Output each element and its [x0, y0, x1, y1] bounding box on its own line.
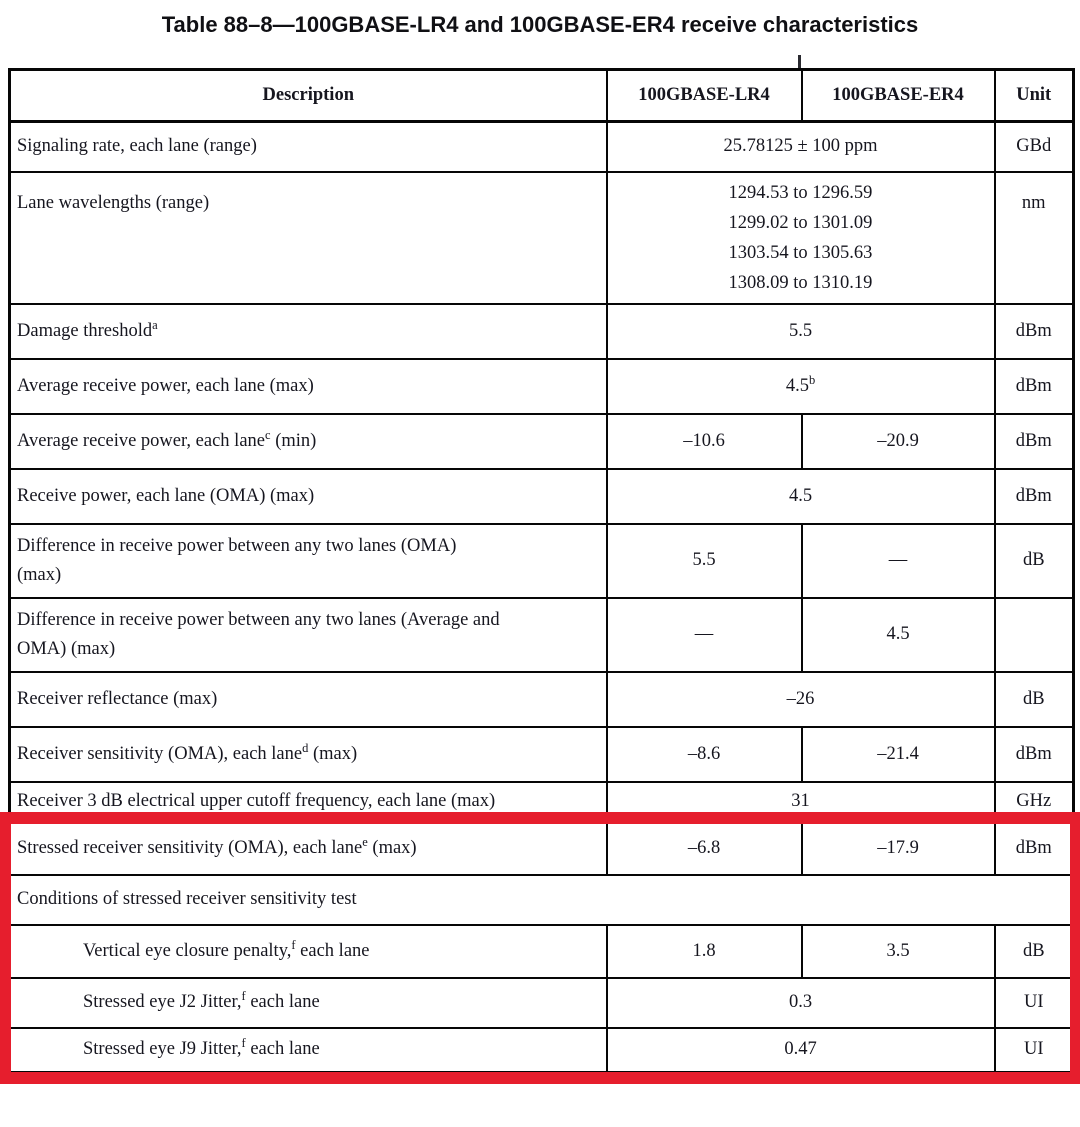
cell-unit: dB — [995, 672, 1074, 727]
cell-lr4-value: 1.8 — [607, 925, 802, 978]
row-receiver-reflectance — [10, 672, 1074, 727]
cell-lr4-value: 5.5 — [607, 524, 802, 598]
cell-span-value: –26 — [607, 672, 995, 727]
header-er4: 100GBASE-ER4 — [802, 70, 995, 122]
row-signaling-rate — [10, 122, 1074, 172]
cell-er4-value: –17.9 — [802, 822, 995, 875]
row-receiver-cutoff-frequency — [10, 782, 1074, 822]
cell-er4-value: 4.5 — [802, 598, 995, 672]
cell-description: Signaling rate, each lane (range) — [10, 122, 607, 172]
row-receive-power-oma — [10, 469, 1074, 524]
cell-unit: dB — [995, 524, 1074, 598]
cell-unit: GHz — [995, 782, 1074, 822]
row-diff-receive-power-avg-oma — [10, 598, 1074, 672]
cell-description: Damage threshold$^a$ — [10, 304, 607, 359]
characteristics-table — [8, 68, 1075, 1074]
cell-description: Lane wavelengths (range) — [10, 172, 607, 304]
cell-lr4-value: — — [607, 598, 802, 672]
cell-er4-value: –21.4 — [802, 727, 995, 782]
cell-span-value — [607, 172, 995, 304]
cell-lr4-value: –10.6 — [607, 414, 802, 469]
wavelength-range-4: 1308.09 to 1310.19 — [728, 272, 873, 293]
cell-span-value: 5.5 — [607, 304, 995, 359]
table-body — [10, 122, 1074, 1073]
cell-description: Stressed receiver sensitivity (OMA), each lane$^e$ (max) — [10, 822, 607, 875]
cell-span-value: 25.78125 ± 100 ppm — [607, 122, 995, 172]
table-header — [10, 70, 1074, 122]
cell-er4-value: — — [802, 524, 995, 598]
cell-unit: dBm — [995, 304, 1074, 359]
cell-unit: nm — [995, 172, 1074, 304]
cell-description: Stressed eye J9 Jitter,$^f$ each lane — [10, 1028, 607, 1073]
row-stressed-receiver-sensitivity — [10, 822, 1074, 875]
cell-unit: UI — [995, 1028, 1074, 1073]
header-description: Description — [10, 70, 607, 122]
cell-description: Receiver reflectance (max) — [10, 672, 607, 727]
cell-description: Receiver 3 dB electrical upper cutoff frequency, each lane (max) — [10, 782, 607, 822]
row-stressed-eye-j2 — [10, 978, 1074, 1028]
row-receiver-sensitivity — [10, 727, 1074, 782]
wavelength-range-3: 1303.54 to 1305.63 — [728, 242, 873, 263]
row-avg-receive-power-max — [10, 359, 1074, 414]
row-diff-receive-power-oma — [10, 524, 1074, 598]
wavelength-range-1: 1294.53 to 1296.59 — [728, 182, 873, 203]
header-lr4: 100GBASE-LR4 — [607, 70, 802, 122]
cell-unit: dB — [995, 925, 1074, 978]
cell-conditions: Conditions of stressed receiver sensitivity test — [10, 875, 1074, 925]
cell-span-value: 0.3 — [607, 978, 995, 1028]
scan-artifact-tick — [798, 55, 801, 69]
cell-er4-value: 3.5 — [802, 925, 995, 978]
cell-unit: UI — [995, 978, 1074, 1028]
cell-span-value: 4.5$^b$ — [607, 359, 995, 414]
cell-unit: dBm — [995, 727, 1074, 782]
cell-lr4-value: –8.6 — [607, 727, 802, 782]
cell-unit-empty — [995, 598, 1074, 672]
cell-lr4-value: –6.8 — [607, 822, 802, 875]
header-row — [10, 70, 1074, 122]
cell-unit: dBm — [995, 414, 1074, 469]
row-conditions-header — [10, 875, 1074, 925]
cell-unit: dBm — [995, 469, 1074, 524]
cell-description: Receive power, each lane (OMA) (max) — [10, 469, 607, 524]
cell-description: Vertical eye closure penalty,$^f$ each lane — [10, 925, 607, 978]
wavelength-range-2: 1299.02 to 1301.09 — [728, 212, 873, 233]
cell-span-value: 31 — [607, 782, 995, 822]
row-vertical-eye-closure — [10, 925, 1074, 978]
row-avg-receive-power-min — [10, 414, 1074, 469]
cell-er4-value: –20.9 — [802, 414, 995, 469]
cell-description: Receiver sensitivity (OMA), each lane$^d$ (max) — [10, 727, 607, 782]
cell-description: Average receive power, each lane$^c$ (min) — [10, 414, 607, 469]
cell-unit: dBm — [995, 359, 1074, 414]
header-unit: Unit — [995, 70, 1074, 122]
cell-span-value: 4.5 — [607, 469, 995, 524]
cell-span-value: 0.47 — [607, 1028, 995, 1073]
row-lane-wavelengths — [10, 172, 1074, 304]
cell-description: Stressed eye J2 Jitter,$^f$ each lane — [10, 978, 607, 1028]
cell-unit: dBm — [995, 822, 1074, 875]
table-caption: Table 88–8—100GBASE-LR4 and 100GBASE-ER4 receive characteristics — [161, 12, 919, 37]
cell-description: Difference in receive power between any two lanes (Average and OMA) (max) — [10, 598, 607, 672]
cell-description: Difference in receive power between any two lanes (OMA) (max) — [10, 524, 607, 598]
row-stressed-eye-j9 — [10, 1028, 1074, 1073]
row-damage-threshold — [10, 304, 1074, 359]
cell-unit: GBd — [995, 122, 1074, 172]
cell-description: Average receive power, each lane (max) — [10, 359, 607, 414]
